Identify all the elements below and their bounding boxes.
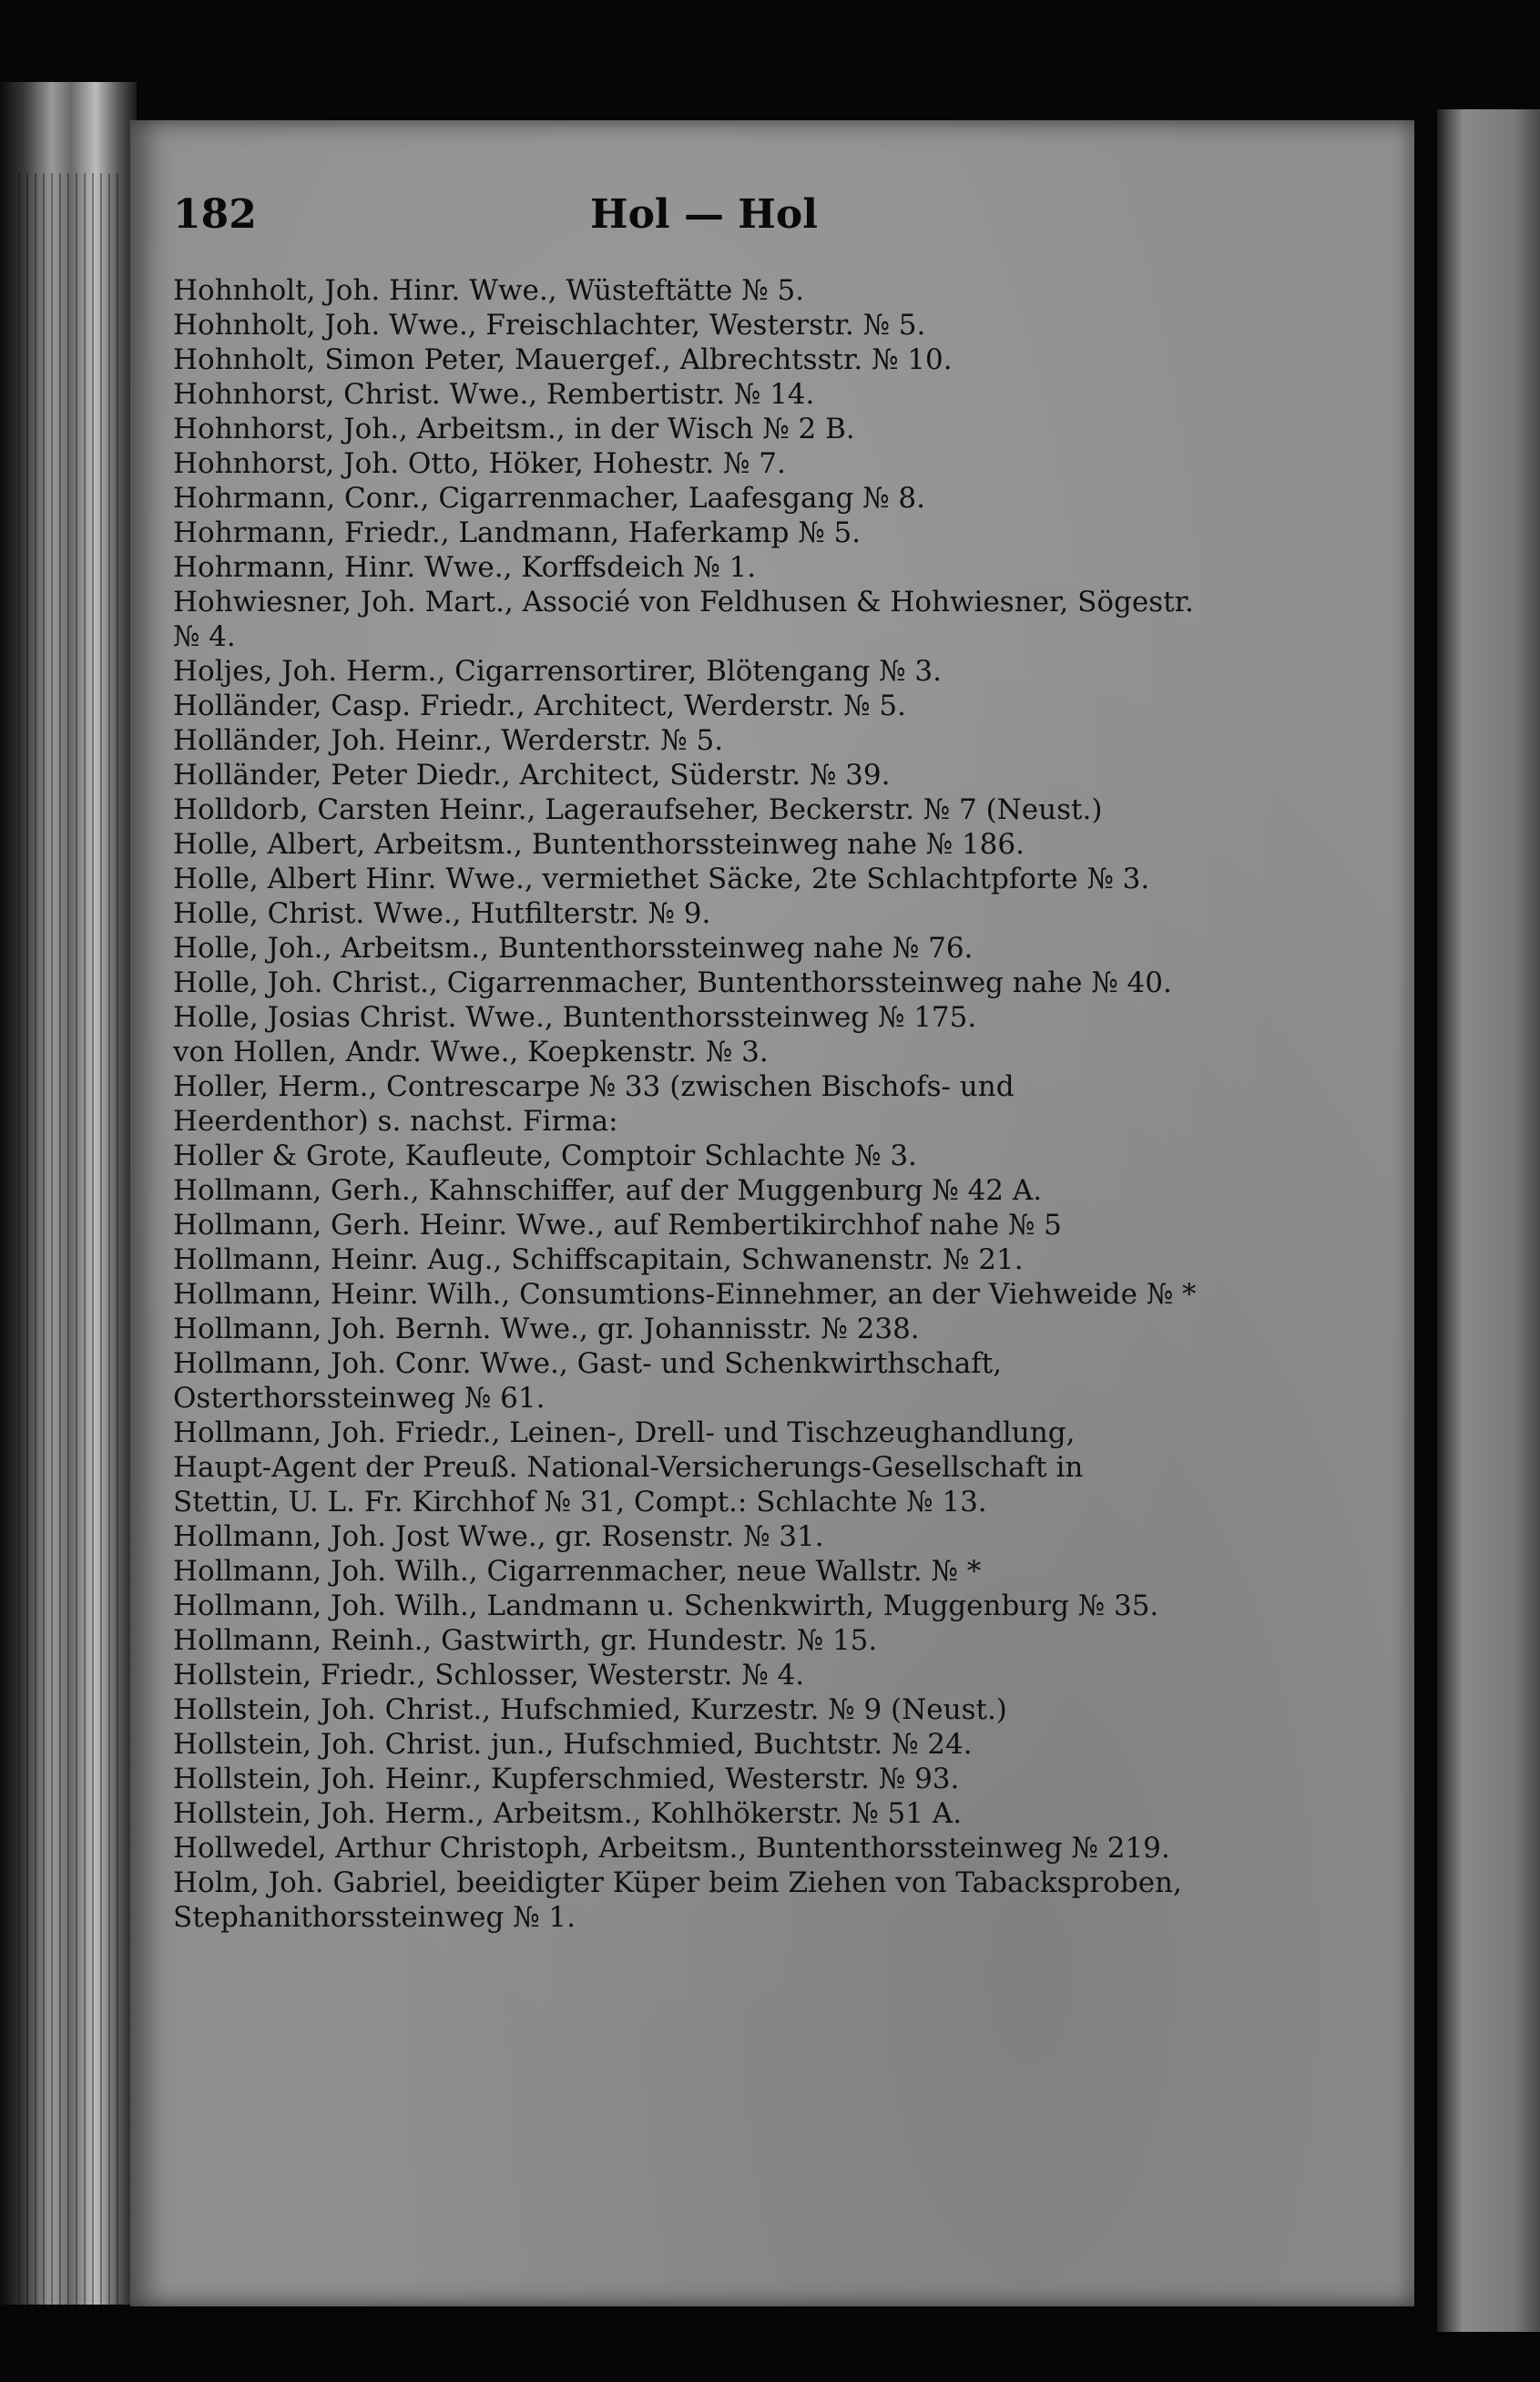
directory-entry: Hohnholt, Simon Peter, Mauergef., Albrechtsstr. № 10. — [173, 343, 953, 376]
directory-entry: Holler, Herm., Contrescarpe № 33 (zwischen Bischofs- und Heerdenthor) s. nachst. Firma: — [173, 1070, 1015, 1138]
directory-entry: Holle, Albert Hinr. Wwe., vermiethet Säcke, 2te Schlachtpforte № 3. — [173, 863, 1150, 895]
directory-entry: Hohrmann, Hinr. Wwe., Korffsdeich № 1. — [173, 551, 757, 584]
directory-entry: Hollmann, Gerh. Heinr. Wwe., auf Rembertikirchhof nahe № 5 — [173, 1209, 1062, 1242]
directory-entries — [173, 273, 1330, 1935]
directory-entry: Holländer, Casp. Friedr., Architect, Werderstr. № 5. — [173, 690, 906, 722]
directory-entry: Hohnhorst, Christ. Wwe., Rembertistr. № 14. — [173, 378, 815, 411]
directory-entry: Hollmann, Reinh., Gastwirth, gr. Hundestr. № 15. — [173, 1624, 878, 1657]
directory-entry: Hohrmann, Friedr., Landmann, Haferkamp № 5. — [173, 516, 862, 549]
directory-entry: Holländer, Joh. Heinr., Werderstr. № 5. — [173, 724, 724, 757]
directory-entry: Hohrmann, Conr., Cigarrenmacher, Laafesgang № 8. — [173, 482, 925, 515]
directory-entry: Holle, Christ. Wwe., Hutfilterstr. № 9. — [173, 897, 711, 930]
directory-entry: Hohnholt, Joh. Hinr. Wwe., Wüsteftätte № 5. — [173, 274, 805, 307]
directory-entry: Holle, Joh., Arbeitsm., Buntenthorssteinweg nahe № 76. — [173, 932, 974, 965]
directory-entry: Hollstein, Joh. Herm., Arbeitsm., Kohlhökerstr. № 51 A. — [173, 1797, 963, 1830]
directory-entry: Hollmann, Joh. Wilh., Cigarrenmacher, neue Wallstr. № * — [173, 1555, 982, 1588]
page-number: 182 — [173, 191, 257, 238]
directory-entry: Holle, Josias Christ. Wwe., Buntenthorssteinweg № 175. — [173, 1001, 977, 1034]
directory-entry: Hollstein, Joh. Heinr., Kupferschmied, Westerstr. № 93. — [173, 1763, 960, 1795]
directory-entry: Hollmann, Joh. Friedr., Leinen-, Drell- und Tischzeughandlung, Haupt-Agent der Preuß. National-Versicherungs-Gesellschaft in Stettin, U. L. Fr. Kirchhof № 31, Compt.: Schlachte № 13. — [173, 1416, 1084, 1518]
directory-entry: Hollstein, Friedr., Schlosser, Westerstr. № 4. — [173, 1659, 805, 1692]
book-spine — [0, 82, 137, 2305]
directory-entry: Hohnhorst, Joh. Otto, Höker, Hohestr. № 7. — [173, 447, 786, 480]
directory-entry: von Hollen, Andr. Wwe., Koepkenstr. № 3. — [173, 1036, 769, 1068]
directory-entry: Hohwiesner, Joh. Mart., Associé von Feldhusen & Hohwiesner, Sögestr. № 4. — [173, 586, 1194, 653]
spine-edge-lines — [18, 173, 118, 2377]
directory-entry: Hollmann, Joh. Conr. Wwe., Gast- und Schenkwirthschaft, Osterthorssteinweg № 61. — [173, 1347, 1003, 1415]
directory-entry: Hohnholt, Joh. Wwe., Freischlachter, Westerstr. № 5. — [173, 309, 926, 342]
directory-entry: Holldorb, Carsten Heinr., Lageraufseher, Beckerstr. № 7 (Neust.) — [173, 793, 1103, 826]
directory-entry: Holler & Grote, Kaufleute, Comptoir Schlachte № 3. — [173, 1140, 917, 1172]
directory-entry: Hollstein, Joh. Christ., Hufschmied, Kurzestr. № 9 (Neust.) — [173, 1693, 1007, 1726]
directory-entry: Holjes, Joh. Herm., Cigarrensortirer, Blötengang № 3. — [173, 655, 942, 688]
directory-entry: Holm, Joh. Gabriel, beeidigter Küper beim Ziehen von Tabacksproben, Stephanithorssteinweg № 1. — [173, 1866, 1182, 1934]
directory-entry: Hollstein, Joh. Christ. jun., Hufschmied, Buchtstr. № 24. — [173, 1728, 973, 1761]
running-head: Hol — Hol — [590, 191, 818, 238]
page-header — [173, 191, 1321, 255]
directory-entry: Hohnhorst, Joh., Arbeitsm., in der Wisch № 2 B. — [173, 413, 855, 445]
directory-entry: Hollmann, Joh. Jost Wwe., gr. Rosenstr. № 31. — [173, 1520, 824, 1553]
facing-page-edge — [1437, 109, 1540, 2332]
directory-entry: Holle, Albert, Arbeitsm., Buntenthorssteinweg nahe № 186. — [173, 828, 1025, 861]
directory-entry: Hollmann, Joh. Wilh., Landmann u. Schenkwirth, Muggenburg № 35. — [173, 1590, 1159, 1622]
directory-entry: Hollwedel, Arthur Christoph, Arbeitsm., Buntenthorssteinweg № 219. — [173, 1832, 1170, 1865]
directory-entry: Holländer, Peter Diedr., Architect, Süderstr. № 39. — [173, 759, 891, 792]
directory-entry: Hollmann, Joh. Bernh. Wwe., gr. Johannisstr. № 238. — [173, 1313, 920, 1345]
directory-entry: Hollmann, Gerh., Kahnschiffer, auf der Muggenburg № 42 A. — [173, 1174, 1043, 1207]
directory-entry: Holle, Joh. Christ., Cigarrenmacher, Buntenthorssteinweg nahe № 40. — [173, 966, 1172, 999]
directory-entry: Hollmann, Heinr. Wilh., Consumtions-Einnehmer, an der Viehweide № * — [173, 1278, 1197, 1311]
directory-entry: Hollmann, Heinr. Aug., Schiffscapitain, Schwanenstr. № 21. — [173, 1243, 1024, 1276]
